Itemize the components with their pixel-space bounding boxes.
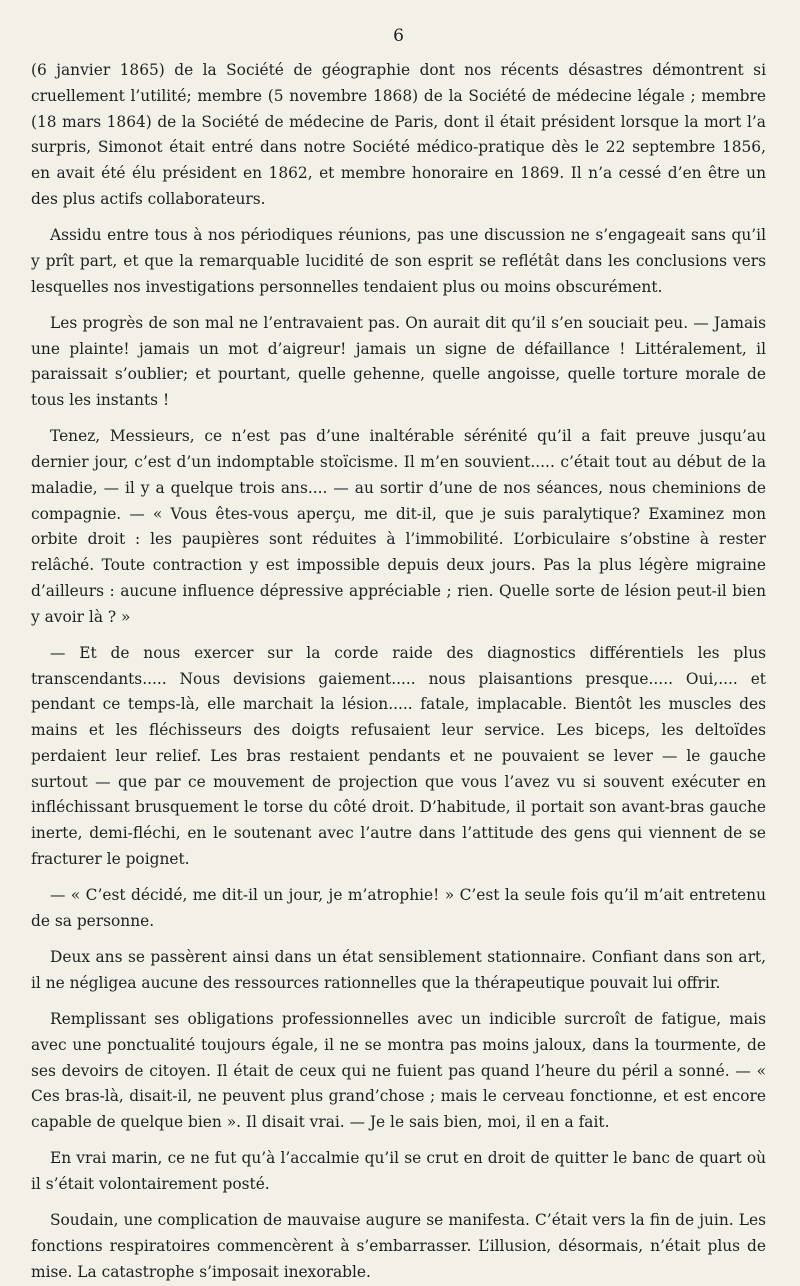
paragraph-diagnostics: — Et de nous exercer sur la corde raide des diagnostics différentiels les plus transcendants..... Nous devisions gaiement..... nous plaisantions presque..... Oui,.... et pendant ce temps-là, elle marchait la lésion..... fatale, implacable. Bientôt les muscles des mains et les fléchisseurs des doigts refusaient leur service. Les biceps, les deltoïdes perdaient leur relief. Les bras restaient pendants et ne pouvaient se lever — le gauche surtout — que par ce mouvement de projection que vous l’avez vu si souvent exécuter en infléchissant brusquement le torse du côté droit. D’habitude, il portait son avant-bras gauche inerte, demi-fléchi, en le soutenant avec l’autre dans l’attitude des gens qui viennent de se fracturer le poignet.: [31, 643, 766, 868]
page-number: 6: [393, 26, 404, 46]
paragraph-assidu: Assidu entre tous à nos périodiques réunions, pas une discussion ne s’engageait sans qu’il y prît part, et que la remarquable lucidité de son esprit se reflétât dans les conclusions vers lesquelles nos investigations personnelles tendaient plus ou moins obscurément.: [31, 226, 766, 296]
paragraph-deux-ans: Deux ans se passèrent ainsi dans un état sensiblement stationnaire. Confiant dans son art, il ne négligea aucune des ressources rationnelles que la thérapeutique pouvait lui offrir.: [31, 948, 766, 992]
paragraph-progres: Les progrès de son mal ne l’entravaient pas. On aurait dit qu’il s’en souciait peu. — Jamais une plainte! jamais un mot d’aigreur! jamais un signe de défaillance ! Littéralement, il paraissait s’oublier; et pourtant, quelle gehenne, quelle angoisse, quelle torture morale de tous les instants !: [31, 313, 766, 409]
paragraph-marin: En vrai marin, ce ne fut qu’à l’accalmie qu’il se crut en droit de quitter le banc de quart où il s’était volontairement posté.: [31, 1149, 766, 1193]
paragraph-continuation: (6 janvier 1865) de la Société de géographie dont nos récents désastres démontrent si cruellement l’utilité; membre (5 novembre 1868) de la Société de médecine légale ; membre (18 mars 1864) de la Société de médecine de Paris, dont il était président lorsque la mort l’a surpris, Simonot était entré dans notre Société médico-pratique dès le 22 septembre 1856, en avait été élu président en 1862, et membre honoraire en 1869. Il n’a cessé d’en être un des plus actifs collaborateurs.: [31, 61, 766, 208]
paragraph-complication: Soudain, une complication de mauvaise augure se manifesta. C’était vers la fin de juin. Les fonctions respiratoires commencèrent à s’embarrasser. L’illusion, désormais, n’était plus de mise. La catastrophe s’imposait inexorable.: [31, 1211, 766, 1281]
paragraph-tenez: Tenez, Messieurs, ce n’est pas d’une inaltérable sérénité qu’il a fait preuve jusqu’au dernier jour, c’est d’un indomptable stoïcisme. Il m’en souvient..... c’était tout au début de la maladie, — il y a quelque trois ans.... — au sortir d’une de nos séances, nous cheminions de compagnie. — « Vous êtes-vous aperçu, me dit-il, que je suis paralytique? Examinez mon orbite droit : les paupières sont réduites à l’immobilité. L’orbiculaire s’obstine à rester relâché. Toute contraction y est impossible depuis deux jours. Pas la plus légère migraine d’ailleurs : aucune influence dépressive appréciable ; rien. Quelle sorte de lésion peut-il bien y avoir là ? »: [31, 427, 766, 626]
paragraph-obligations: Remplissant ses obligations professionnelles avec un indicible surcroît de fatigue, mais avec une ponctualité toujours égale, il ne se montra pas moins jaloux, dans la tourmente, de ses devoirs de citoyen. Il était de ceux qui ne fuient pas quand l’heure du péril a sonné. — « Ces bras-là, disait-il, ne peuvent plus grand’chose ; mais le cerveau fonctionne, et est encore capable de quelque bien ». Il disait vrai. — Je le sais bien, moi, il en a fait.: [31, 1010, 766, 1131]
paragraph-atrophie: — « C’est décidé, me dit-il un jour, je m’atrophie! » C’est la seule fois qu’il m’ait entretenu de sa personne.: [31, 886, 766, 930]
text-body: [31, 58, 766, 1286]
